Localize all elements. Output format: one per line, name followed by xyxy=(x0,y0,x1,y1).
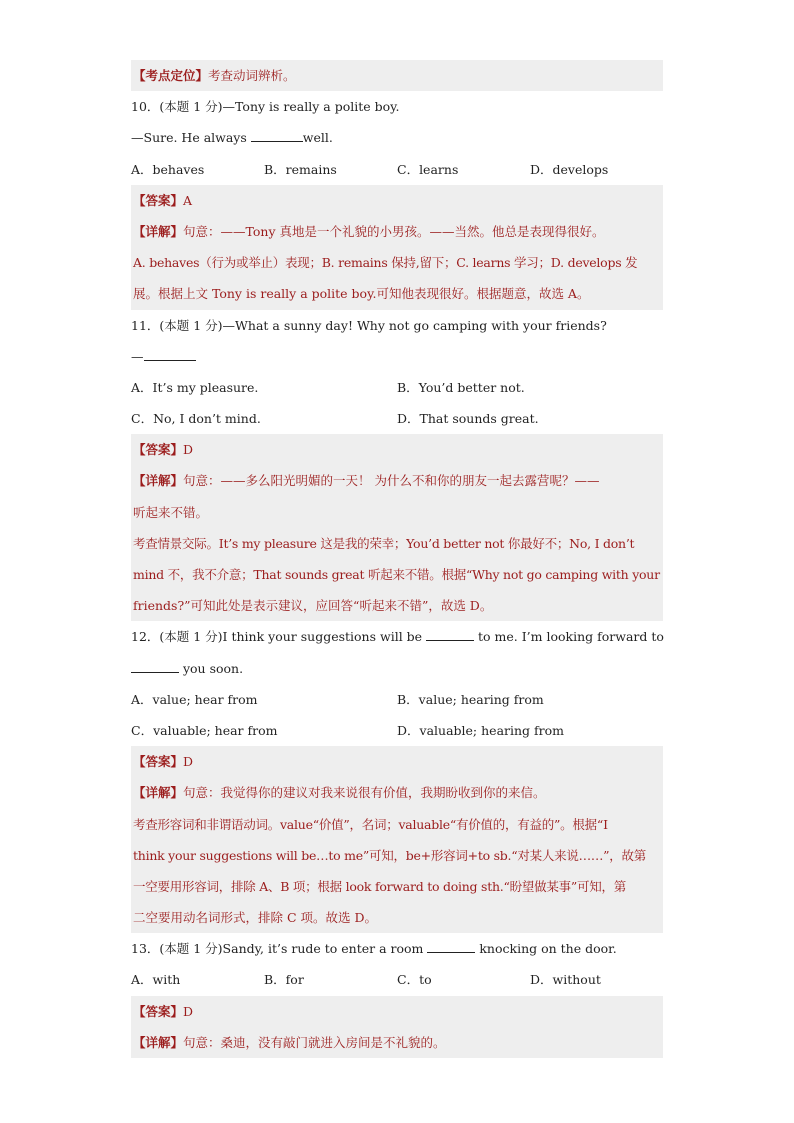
q10-line2-end: well. xyxy=(302,130,333,146)
q12-stem xyxy=(131,621,663,652)
q12-stem-end: to me. I’m looking forward to xyxy=(474,629,664,645)
q13-option-a: A．with xyxy=(131,972,181,988)
q10-answer-value: A xyxy=(183,192,193,208)
q13-options xyxy=(131,964,663,995)
q11-detail-1 xyxy=(131,465,663,496)
q10-option-c: C．learns xyxy=(397,161,459,177)
q10-stem: 10．(本题 1 分)—Tony is really a polite boy. xyxy=(131,99,400,115)
q10-blank xyxy=(251,129,303,142)
q10-detail-2: A. behaves（行为或举止）表现；B. remains 保持,留下；C. learns 学习；D. develops 发 xyxy=(131,247,663,278)
q12-answer-value: D xyxy=(183,754,194,770)
q11-answer-value: D xyxy=(183,442,194,458)
answer-tag: 【答案】 xyxy=(133,1003,184,1019)
q11-detail-5: friends?”可知此处是表示建议，应回答“听起来不错”，故选 D。 xyxy=(131,590,663,621)
q12-option-a: A．value; hear from xyxy=(131,691,258,707)
q11-line2 xyxy=(131,341,663,372)
q11-detail-text-1: 句意：——多么阳光明媚的一天！ 为什么不和你的朋友一起去露营呢？—— xyxy=(183,473,600,489)
q10-detail-text-1: 句意：——Tony 真地是一个礼貌的小男孩。——当然。他总是表现得很好。 xyxy=(183,223,605,239)
q11-stem: 11．(本题 1 分)—What a sunny day! Why not go camping with your friends? xyxy=(131,317,607,333)
q13-detail-text-1: 句意：桑迪，没有敲门就进入房间是不礼貌的。 xyxy=(183,1034,446,1050)
q12-detail-4: 一空要用形容词，排除 A、B 项；根据 look forward to doing sth.“盼望做某事”可知，第 xyxy=(131,871,663,902)
exam-content xyxy=(131,60,663,1058)
q12-option-b: B．value; hearing from xyxy=(397,691,544,707)
q13-option-c: C．to xyxy=(397,972,432,988)
q12-detail-1 xyxy=(131,777,663,808)
answer-tag: 【答案】 xyxy=(133,442,184,458)
q13-option-b: B．for xyxy=(264,972,304,988)
q13-detail-1 xyxy=(131,1027,663,1058)
q11-detail-2: 听起来不错。 xyxy=(131,497,663,528)
q13-stem-end: knocking on the door. xyxy=(475,941,617,957)
q13-option-d: D．without xyxy=(530,972,601,988)
q11-options-row1 xyxy=(131,372,663,403)
q13-stem xyxy=(131,933,663,964)
q12-option-c: C．valuable; hear from xyxy=(131,722,278,738)
q11-detail-3: 考查情景交际。It’s my pleasure 这是我的荣幸；You’d better not 你最好不；No, I don’t xyxy=(131,528,663,559)
q12-detail-text-1: 句意：我觉得你的建议对我来说很有价值，我期盼收到你的来信。 xyxy=(183,785,546,801)
q12-blank-1 xyxy=(426,628,474,641)
q12-blank-2 xyxy=(131,660,179,673)
q11-options-row2 xyxy=(131,403,663,434)
q12-detail-5: 二空要用动名词形式，排除 C 项。故选 D。 xyxy=(131,902,663,933)
q10-answer xyxy=(131,185,663,216)
q12-answer xyxy=(131,746,663,777)
detail-tag: 【详解】 xyxy=(133,1034,184,1050)
answer-tag: 【答案】 xyxy=(133,754,184,770)
kaodian-line xyxy=(131,60,663,91)
q12-option-d: D．valuable; hearing from xyxy=(397,722,564,738)
q12-line2-text: you soon. xyxy=(179,660,244,676)
q10-line2 xyxy=(131,122,663,153)
q10-option-d: D．develops xyxy=(530,161,609,177)
kaodian-tag: 【考点定位】 xyxy=(133,68,209,83)
q13-blank xyxy=(427,940,475,953)
q10-option-a: A．behaves xyxy=(131,161,205,177)
q12-stem-text: 12．(本题 1 分)I think your suggestions will be xyxy=(131,629,427,645)
q10-detail-1 xyxy=(131,216,663,247)
kaodian-text: 考查动词辨析。 xyxy=(208,68,296,83)
q11-option-a: A．It’s my pleasure. xyxy=(131,379,259,395)
q11-blank xyxy=(144,348,196,361)
q12-options-row2 xyxy=(131,715,663,746)
q13-answer-value: D xyxy=(183,1003,194,1019)
q11-option-b: B．You’d better not. xyxy=(397,379,525,395)
q11-detail-4: mind 不，我不介意；That sounds great 听起来不错。根据“Why not go camping with your xyxy=(131,559,663,590)
q10-option-b: B．remains xyxy=(264,161,337,177)
q10-options xyxy=(131,154,663,185)
answer-tag: 【答案】 xyxy=(133,192,184,208)
detail-tag: 【详解】 xyxy=(133,473,184,489)
q12-detail-3: think your suggestions will be…to me”可知，be+形容词+to sb.“对某人来说……”，故第 xyxy=(131,840,663,871)
q11-answer xyxy=(131,434,663,465)
detail-tag: 【详解】 xyxy=(133,785,184,801)
q11-option-d: D．That sounds great. xyxy=(397,411,539,427)
q12-line2 xyxy=(131,653,663,684)
detail-tag: 【详解】 xyxy=(133,223,184,239)
q12-options-row1 xyxy=(131,684,663,715)
q13-answer xyxy=(131,996,663,1027)
q13-stem-text: 13．(本题 1 分)Sandy, it’s rude to enter a room xyxy=(131,941,428,957)
q10-detail-3: 展。根据上文 Tony is really a polite boy.可知他表现很好。根据题意，故选 A。 xyxy=(131,278,663,309)
q12-detail-2: 考查形容词和非谓语动词。value“价值”，名词；valuable“有价值的，有益的”。根据“I xyxy=(131,809,663,840)
q11-dash: — xyxy=(131,348,144,364)
q11-option-c: C．No, I don’t mind. xyxy=(131,411,261,427)
q10-line2-text: —Sure. He always xyxy=(131,130,251,146)
